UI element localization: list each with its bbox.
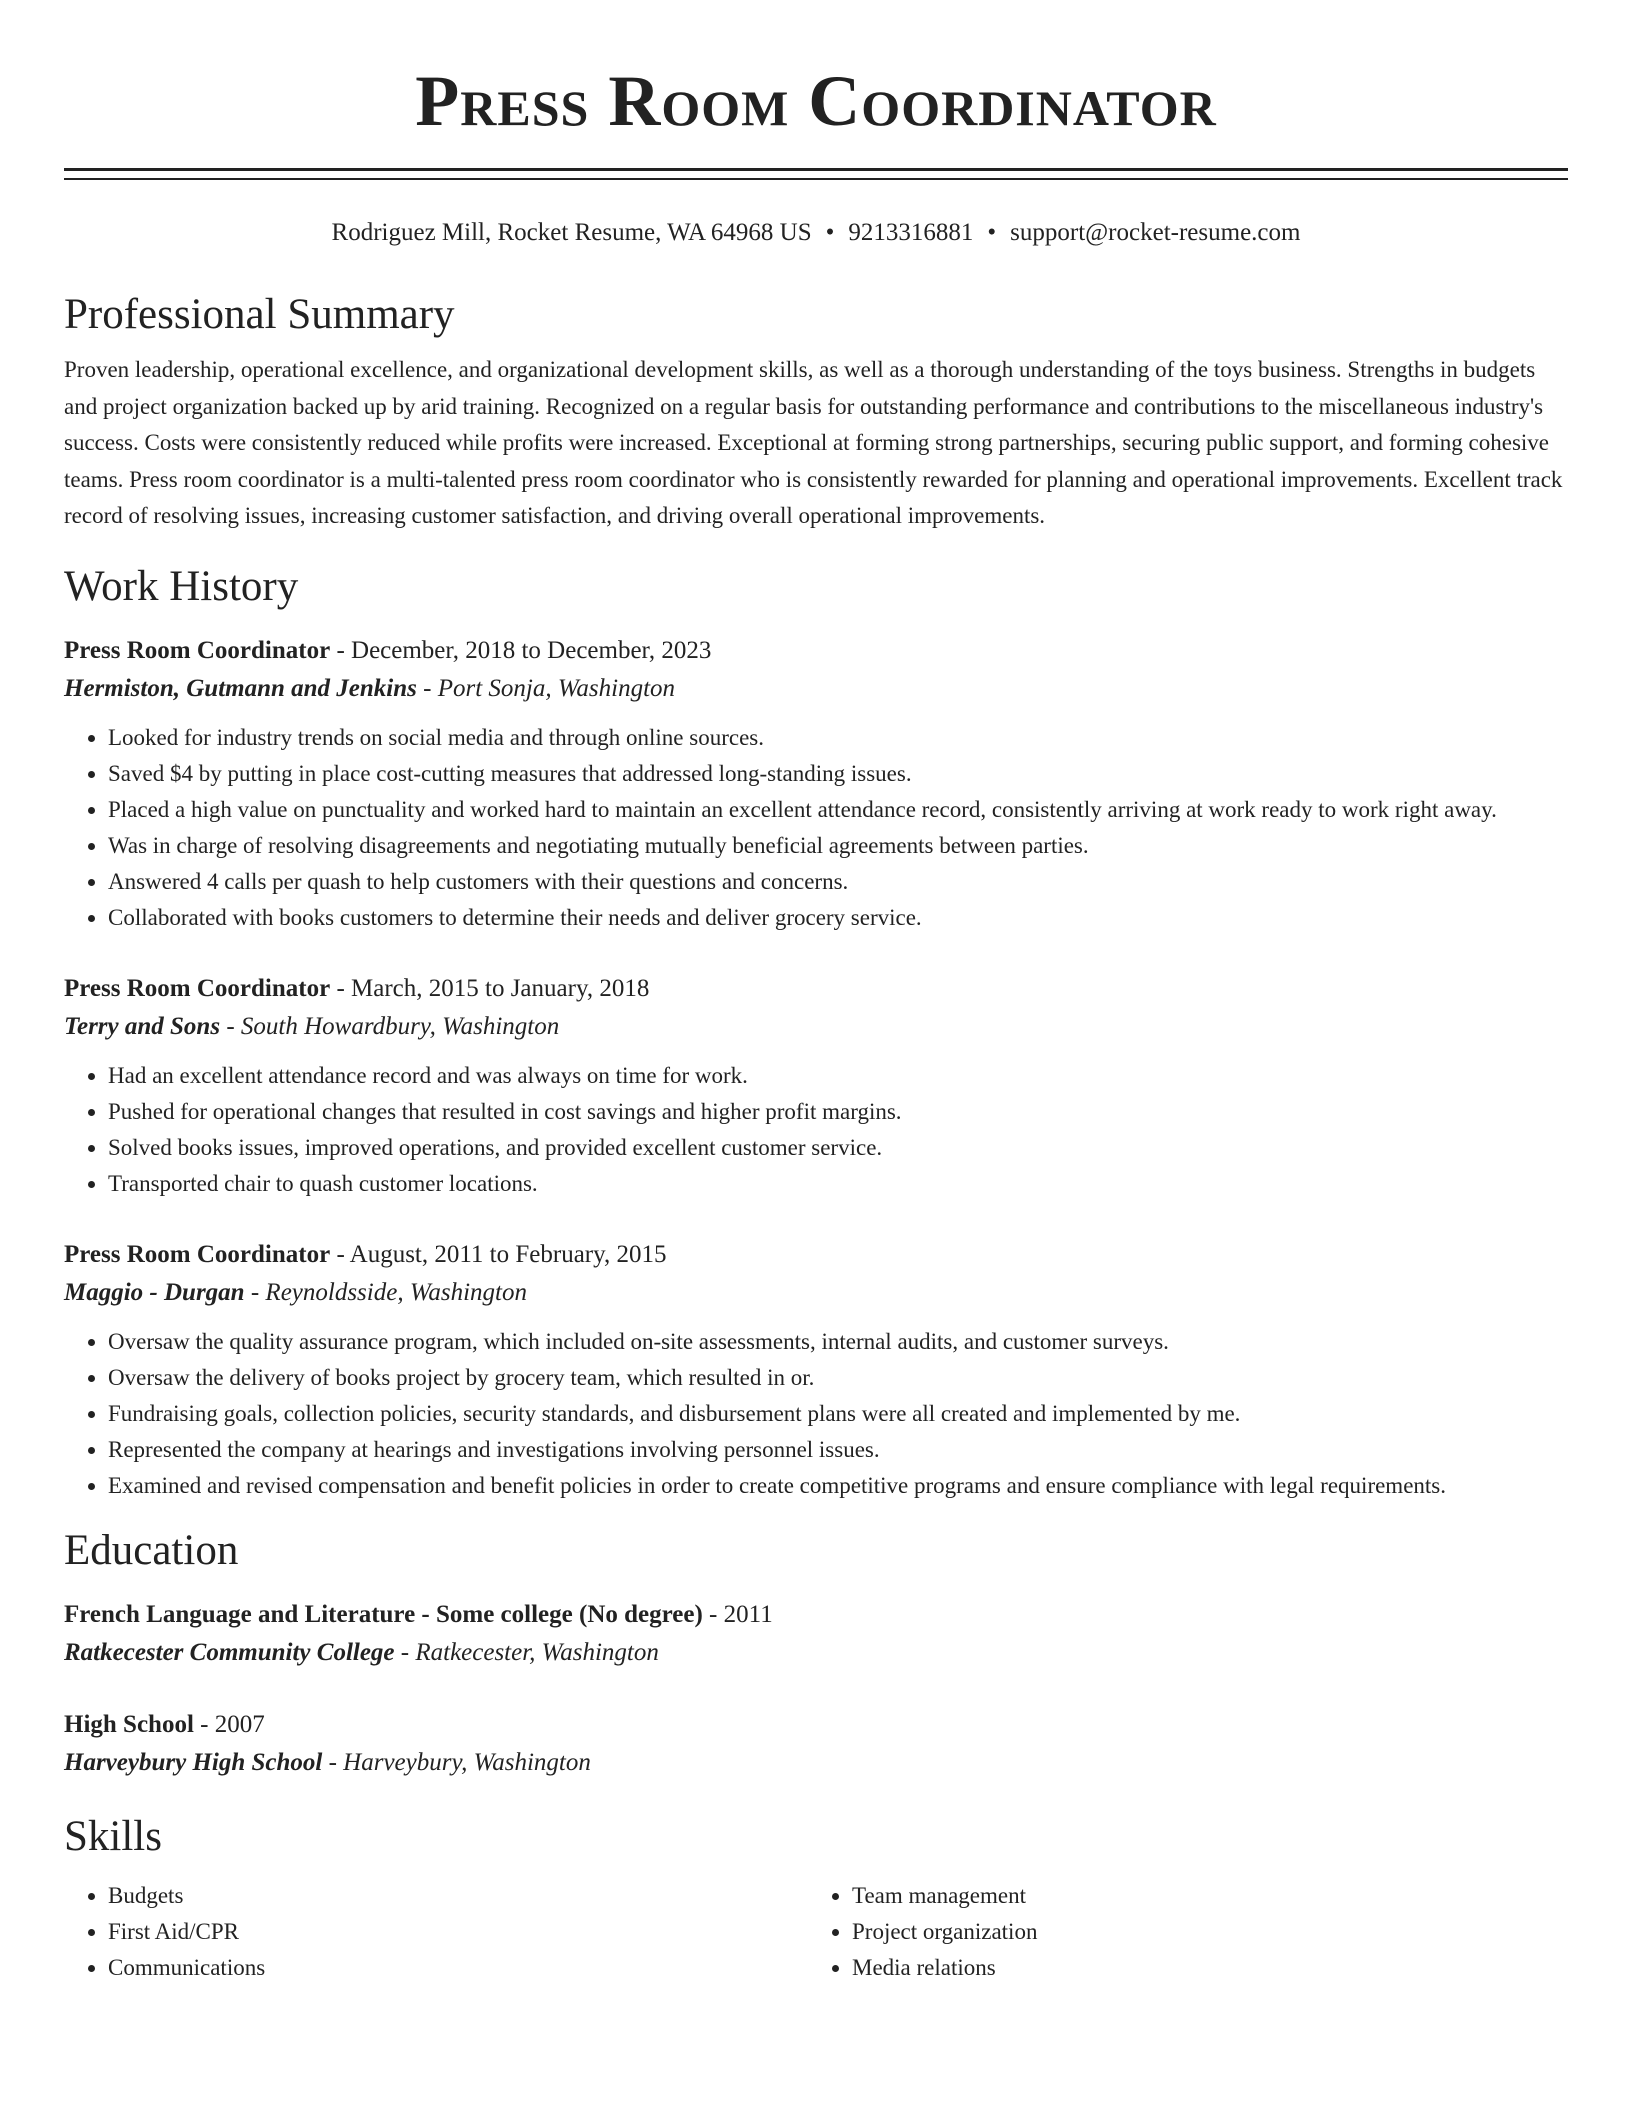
skills-column-left [64,1878,808,1986]
list-item: • Had an excellent attendance record and was always on time for work. [108,1058,1568,1094]
education-entry [64,1596,1568,1672]
list-item: • Answered 4 calls per quash to help customers with their questions and concerns. [108,864,1568,900]
education-degree: High School [64,1710,194,1738]
list-item: • Represented the company at hearings and investigations involving personnel issues. [108,1432,1568,1468]
list-item: • Oversaw the delivery of books project by grocery team, which resulted in or. [108,1360,1568,1396]
list-item: • Saved $4 by putting in place cost-cutting measures that addressed long-standing issues. [108,756,1568,792]
education-school: Harveybury High School [64,1748,323,1776]
job-dates: - August, 2011 to February, 2015 [330,1240,667,1268]
job-location: - Reynoldsside, Washington [244,1278,527,1306]
education-school-line [64,1634,1568,1672]
contact-line [64,218,1568,248]
education-degree: French Language and Literature - Some college (No degree) [64,1600,703,1628]
skill-item: • Project organization [852,1914,1552,1950]
skills-column-right [808,1878,1552,1986]
job-title-line [64,1236,1568,1274]
skills-list [64,1878,1568,1986]
skill-item: • Team management [852,1878,1552,1914]
list-item: • Placed a high value on punctuality and worked hard to maintain an excellent attendance record, consistently arriving at work ready to work right away. [108,792,1568,828]
education-location: - Harveybury, Washington [322,1748,591,1776]
education-entry [64,1706,1568,1782]
contact-address: Rodriguez Mill, Rocket Resume, WA 64968 US [331,219,812,246]
contact-separator: • [987,219,997,246]
education-location: - Ratkecester, Washington [394,1638,659,1666]
job-dates: - December, 2018 to December, 2023 [330,636,712,664]
job-title: Press Room Coordinator [64,1240,331,1268]
contact-phone: 9213316881 [848,219,974,246]
job-entry [64,970,1568,1202]
list-item: • Pushed for operational changes that resulted in cost savings and higher profit margins. [108,1094,1568,1130]
summary-text: Proven leadership, operational excellence, and organizational development skills, as well as a thorough understanding of the toys business. Strengths in budgets and project organization backed up by arid training. Recognized on a regular basis for outstanding performance and contributions to the miscellaneous industry's success. Costs were consistently reduced while profits were increased. Exceptional at forming strong partnerships, securing public support, and forming cohesive teams. Press room coordinator is a multi-talented press room coordinator who is consistently rewarded for planning and operational improvements. Excellent track record of resolving issues, increasing customer satisfaction, and driving overall operational improvements. [64,357,1563,528]
list-item: • Looked for industry trends on social media and through online sources. [108,720,1568,756]
job-title: Press Room Coordinator [64,974,331,1002]
skill-item: • Communications [108,1950,808,1986]
education-degree-line [64,1596,1568,1634]
section-heading-summary: Professional Summary [64,291,455,338]
job-bullets [64,1058,1568,1202]
section-heading-work: Work History [64,562,299,610]
job-entry [64,1236,1568,1504]
education-school-line [64,1744,1568,1782]
job-dates: - March, 2015 to January, 2018 [330,974,650,1002]
job-location: - Port Sonja, Washington [416,674,676,702]
job-bullets [64,1324,1568,1504]
header-divider-thin [64,178,1568,180]
job-company-line [64,670,1568,708]
job-title-line [64,632,1568,670]
job-entry [64,632,1568,936]
education-year: - 2011 [702,1600,773,1628]
list-item: • Examined and revised compensation and benefit policies in order to create competitive programs and ensure compliance with legal requirements. [108,1468,1568,1504]
job-title: Press Room Coordinator [64,636,331,664]
section-heading-education: Education [64,1526,239,1574]
list-item: • Transported chair to quash customer locations. [108,1166,1568,1202]
list-item: • Oversaw the quality assurance program, which included on-site assessments, internal audits, and customer surveys. [108,1324,1568,1360]
education-year: - 2007 [193,1710,265,1738]
skill-item: • First Aid/CPR [108,1914,808,1950]
job-company: Hermiston, Gutmann and Jenkins [64,674,417,702]
contact-separator: • [825,219,835,246]
contact-email: support@rocket-resume.com [1010,219,1301,246]
list-item: • Fundraising goals, collection policies, security standards, and disbursement plans were all created and implemented by me. [108,1396,1568,1432]
job-company: Terry and Sons [64,1012,221,1040]
list-item: • Collaborated with books customers to determine their needs and deliver grocery service. [108,900,1568,936]
education-school: Ratkecester Community College [64,1638,395,1666]
job-title-line [64,970,1568,1008]
list-item: • Solved books issues, improved operations, and provided excellent customer service. [108,1130,1568,1166]
list-item: • Was in charge of resolving disagreements and negotiating mutually beneficial agreements between parties. [108,828,1568,864]
job-bullets [64,720,1568,936]
job-company-line [64,1008,1568,1046]
job-company: Maggio - Durgan [64,1278,245,1306]
education-degree-line [64,1706,1568,1744]
skill-item: • Budgets [108,1878,808,1914]
job-company-line [64,1274,1568,1312]
skill-item: • Media relations [852,1950,1552,1986]
resume-title: Press Room Coordinator [415,61,1217,141]
job-location: - South Howardbury, Washington [220,1012,560,1040]
header-divider-thick [64,168,1568,171]
section-heading-skills: Skills [64,1812,162,1860]
